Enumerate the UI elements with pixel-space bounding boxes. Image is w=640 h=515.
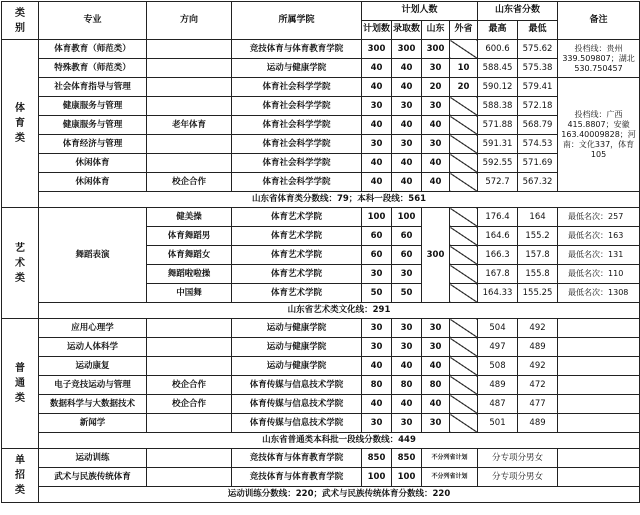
major-cell: 体育教育（师范类） <box>39 40 147 59</box>
admitted-cell: 50 <box>392 284 422 303</box>
empty-slash-cell <box>450 208 478 227</box>
min-score-cell: 477 <box>518 395 558 414</box>
admitted-cell: 60 <box>392 227 422 246</box>
shandong-cell: 20 <box>422 78 450 97</box>
direction-cell <box>147 414 232 433</box>
max-score-cell: 489 <box>478 376 518 395</box>
remark-cell <box>558 376 640 395</box>
table-row <box>2 154 640 173</box>
college-cell: 运动与健康学院 <box>232 319 362 338</box>
header-plan: 计划人数 <box>362 2 478 21</box>
plan-cell: 850 <box>362 449 392 468</box>
min-score-cell: 155.8 <box>518 265 558 284</box>
remark-cell: 最低名次：163 <box>558 227 640 246</box>
admitted-cell: 30 <box>392 338 422 357</box>
section-summary: 运动训练分数线：220；武术与民族传统体育分数线：220 <box>39 487 640 503</box>
admitted-cell: 60 <box>392 246 422 265</box>
remark-cell <box>558 319 640 338</box>
min-score-cell: 574.53 <box>518 135 558 154</box>
empty-slash-cell <box>450 319 478 338</box>
min-score-cell: 572.18 <box>518 97 558 116</box>
major-cell: 运动训练 <box>39 449 147 468</box>
score-note-cell: 分专项分男女 <box>478 468 558 487</box>
remark-cell <box>558 357 640 376</box>
direction-cell: 老年体育 <box>147 116 232 135</box>
min-score-cell: 489 <box>518 414 558 433</box>
min-score-cell: 575.38 <box>518 59 558 78</box>
category-art: 艺 术 类 <box>2 208 39 319</box>
major-cell: 应用心理学 <box>39 319 147 338</box>
admitted-cell: 40 <box>392 395 422 414</box>
remark-cell <box>558 414 640 433</box>
shandong-cell: 30 <box>422 135 450 154</box>
direction-cell <box>147 319 232 338</box>
major-cell: 社会体育指导与管理 <box>39 78 147 97</box>
admitted-cell: 30 <box>392 414 422 433</box>
major-cell: 武术与民族传统体育 <box>39 468 147 487</box>
shandong-cell: 30 <box>422 338 450 357</box>
header-shandong: 山东 <box>422 21 450 40</box>
admitted-cell: 80 <box>392 376 422 395</box>
empty-slash-cell <box>450 40 478 59</box>
college-cell: 竞技体育与体育教育学院 <box>232 468 362 487</box>
shandong-cell: 30 <box>422 319 450 338</box>
plan-cell: 40 <box>362 173 392 192</box>
admitted-cell: 40 <box>392 59 422 78</box>
plan-cell: 100 <box>362 208 392 227</box>
min-score-cell: 492 <box>518 319 558 338</box>
plan-cell: 40 <box>362 395 392 414</box>
empty-slash-cell <box>450 154 478 173</box>
category-single: 单 招 类 <box>2 449 39 503</box>
summary-row <box>2 487 640 503</box>
max-score-cell: 166.3 <box>478 246 518 265</box>
empty-slash-cell <box>450 338 478 357</box>
admission-plan-sheet <box>0 1 640 515</box>
header-outside: 外省 <box>450 21 478 40</box>
major-cell: 新闻学 <box>39 414 147 433</box>
plan-cell: 30 <box>362 319 392 338</box>
max-score-cell: 487 <box>478 395 518 414</box>
category-general: 普 通 类 <box>2 319 39 449</box>
plan-cell: 80 <box>362 376 392 395</box>
header-plan-count: 计划数 <box>362 21 392 40</box>
shandong-cell: 40 <box>422 154 450 173</box>
major-cell: 特殊教育（师范类） <box>39 59 147 78</box>
remark-cell: 最低名次：1308 <box>558 284 640 303</box>
max-score-cell: 588.38 <box>478 97 518 116</box>
header-category: 类 别 <box>2 2 39 40</box>
max-score-cell: 588.45 <box>478 59 518 78</box>
direction-cell: 校企合作 <box>147 395 232 414</box>
shandong-cell: 40 <box>422 395 450 414</box>
plan-cell: 60 <box>362 246 392 265</box>
direction-cell <box>147 59 232 78</box>
min-score-cell: 157.8 <box>518 246 558 265</box>
shandong-cell: 300 <box>422 208 450 303</box>
empty-slash-cell <box>450 116 478 135</box>
min-score-cell: 567.32 <box>518 173 558 192</box>
table-row <box>2 449 640 468</box>
direction-cell <box>147 40 232 59</box>
plan-cell: 50 <box>362 284 392 303</box>
plan-cell: 30 <box>362 414 392 433</box>
plan-cell: 300 <box>362 40 392 59</box>
direction-cell: 中国舞 <box>147 284 232 303</box>
plan-cell: 40 <box>362 154 392 173</box>
table-row <box>2 59 640 78</box>
empty-slash-cell <box>450 357 478 376</box>
province-note-cell: 不分列省计划 <box>422 449 478 468</box>
table-row <box>2 357 640 376</box>
max-score-cell: 504 <box>478 319 518 338</box>
direction-cell <box>147 135 232 154</box>
college-cell: 运动与健康学院 <box>232 357 362 376</box>
college-cell: 体育社会科学学院 <box>232 78 362 97</box>
section-summary: 山东省普通类本科批一段线分数线：449 <box>39 433 640 449</box>
remark-cell: 最低名次：110 <box>558 265 640 284</box>
province-note-cell: 不分列省计划 <box>422 468 478 487</box>
remark-cell: 投档线：贵州339.509807；湖北530.750457 <box>558 40 640 78</box>
college-cell: 体育社会科学学院 <box>232 116 362 135</box>
remark-cell <box>558 395 640 414</box>
max-score-cell: 501 <box>478 414 518 433</box>
table-row <box>2 208 640 227</box>
min-score-cell: 164 <box>518 208 558 227</box>
table-row <box>2 40 640 59</box>
shandong-cell: 30 <box>422 97 450 116</box>
table-row <box>2 468 640 487</box>
empty-slash-cell <box>450 376 478 395</box>
max-score-cell: 164.33 <box>478 284 518 303</box>
header-admitted: 录取数 <box>392 21 422 40</box>
direction-cell: 体育舞蹈男 <box>147 227 232 246</box>
plan-cell: 40 <box>362 78 392 97</box>
min-score-cell: 489 <box>518 338 558 357</box>
min-score-cell: 579.41 <box>518 78 558 97</box>
table-row <box>2 395 640 414</box>
direction-cell <box>147 468 232 487</box>
college-cell: 运动与健康学院 <box>232 59 362 78</box>
admitted-cell: 30 <box>392 319 422 338</box>
outside-cell: 20 <box>450 78 478 97</box>
college-cell: 体育艺术学院 <box>232 208 362 227</box>
empty-slash-cell <box>450 414 478 433</box>
direction-cell: 校企合作 <box>147 173 232 192</box>
major-cell: 休闲体育 <box>39 154 147 173</box>
table-row <box>2 414 640 433</box>
admitted-cell: 100 <box>392 208 422 227</box>
category-sports: 体 育 类 <box>2 40 39 208</box>
shandong-cell: 40 <box>422 116 450 135</box>
score-note-cell: 分专项分男女 <box>478 449 558 468</box>
admitted-cell: 30 <box>392 97 422 116</box>
header-min: 最低 <box>518 21 558 40</box>
empty-slash-cell <box>450 284 478 303</box>
table-row <box>2 116 640 135</box>
college-cell: 体育艺术学院 <box>232 227 362 246</box>
min-score-cell: 571.69 <box>518 154 558 173</box>
admitted-cell: 40 <box>392 357 422 376</box>
min-score-cell: 155.2 <box>518 227 558 246</box>
college-cell: 体育传媒与信息技术学院 <box>232 395 362 414</box>
header-major: 专业 <box>39 2 147 40</box>
college-cell: 体育艺术学院 <box>232 265 362 284</box>
major-cell: 体育经济与管理 <box>39 135 147 154</box>
remark-cell <box>558 468 640 487</box>
min-score-cell: 568.79 <box>518 116 558 135</box>
direction-cell <box>147 449 232 468</box>
admitted-cell: 40 <box>392 78 422 97</box>
admitted-cell: 40 <box>392 116 422 135</box>
min-score-cell: 492 <box>518 357 558 376</box>
college-cell: 体育社会科学学院 <box>232 135 362 154</box>
max-score-cell: 176.4 <box>478 208 518 227</box>
empty-slash-cell <box>450 97 478 116</box>
plan-cell: 60 <box>362 227 392 246</box>
empty-slash-cell <box>450 265 478 284</box>
direction-cell <box>147 97 232 116</box>
max-score-cell: 497 <box>478 338 518 357</box>
direction-cell: 体育舞蹈女 <box>147 246 232 265</box>
plan-cell: 100 <box>362 468 392 487</box>
table-row <box>2 376 640 395</box>
max-score-cell: 600.6 <box>478 40 518 59</box>
empty-slash-cell <box>450 246 478 265</box>
table-row <box>2 338 640 357</box>
direction-cell <box>147 357 232 376</box>
max-score-cell: 508 <box>478 357 518 376</box>
college-cell: 竞技体育与体育教育学院 <box>232 40 362 59</box>
major-cell: 健康服务与管理 <box>39 116 147 135</box>
remark-cell <box>558 449 640 468</box>
remark-cell: 投档线：广西415.8807；安徽163.40009828；河南：文化337，体育105 <box>558 78 640 192</box>
college-cell: 体育社会科学学院 <box>232 97 362 116</box>
admission-plan-table <box>1 1 640 503</box>
max-score-cell: 590.12 <box>478 78 518 97</box>
direction-cell <box>147 78 232 97</box>
plan-cell: 30 <box>362 97 392 116</box>
empty-slash-cell <box>450 173 478 192</box>
shandong-cell: 80 <box>422 376 450 395</box>
direction-cell: 校企合作 <box>147 376 232 395</box>
major-cell: 数据科学与大数据技术 <box>39 395 147 414</box>
max-score-cell: 164.6 <box>478 227 518 246</box>
major-cell: 舞蹈表演 <box>39 208 147 303</box>
direction-cell: 舞蹈啦啦操 <box>147 265 232 284</box>
header-remarks: 备注 <box>558 2 640 40</box>
empty-slash-cell <box>450 395 478 414</box>
shandong-cell: 40 <box>422 357 450 376</box>
table-row <box>2 78 640 97</box>
major-cell: 运动人体科学 <box>39 338 147 357</box>
plan-cell: 40 <box>362 116 392 135</box>
admitted-cell: 40 <box>392 154 422 173</box>
header-max: 最高 <box>478 21 518 40</box>
admitted-cell: 850 <box>392 449 422 468</box>
remark-cell: 最低名次：257 <box>558 208 640 227</box>
direction-cell: 健美操 <box>147 208 232 227</box>
plan-cell: 30 <box>362 265 392 284</box>
plan-cell: 30 <box>362 338 392 357</box>
table-row <box>2 173 640 192</box>
major-cell: 运动康复 <box>39 357 147 376</box>
college-cell: 体育艺术学院 <box>232 246 362 265</box>
table-row <box>2 135 640 154</box>
college-cell: 体育社会科学学院 <box>232 173 362 192</box>
college-cell: 体育传媒与信息技术学院 <box>232 414 362 433</box>
admitted-cell: 40 <box>392 173 422 192</box>
admitted-cell: 30 <box>392 265 422 284</box>
max-score-cell: 571.88 <box>478 116 518 135</box>
summary-row <box>2 303 640 319</box>
major-cell: 休闲体育 <box>39 173 147 192</box>
table-row <box>2 319 640 338</box>
direction-cell <box>147 154 232 173</box>
plan-cell: 30 <box>362 135 392 154</box>
max-score-cell: 572.7 <box>478 173 518 192</box>
min-score-cell: 575.62 <box>518 40 558 59</box>
major-cell: 电子竞技运动与管理 <box>39 376 147 395</box>
section-summary: 山东省体育类分数线：79；本科一段线：561 <box>39 192 640 208</box>
max-score-cell: 591.31 <box>478 135 518 154</box>
college-cell: 体育传媒与信息技术学院 <box>232 376 362 395</box>
college-cell: 体育艺术学院 <box>232 284 362 303</box>
admitted-cell: 300 <box>392 40 422 59</box>
header-college: 所属学院 <box>232 2 362 40</box>
direction-cell <box>147 338 232 357</box>
header-shandong-score: 山东省分数 <box>478 2 558 21</box>
summary-row <box>2 433 640 449</box>
outside-cell: 10 <box>450 59 478 78</box>
max-score-cell: 592.55 <box>478 154 518 173</box>
min-score-cell: 472 <box>518 376 558 395</box>
remark-cell <box>558 338 640 357</box>
table-row <box>2 97 640 116</box>
college-cell: 运动与健康学院 <box>232 338 362 357</box>
admitted-cell: 30 <box>392 135 422 154</box>
admitted-cell: 100 <box>392 468 422 487</box>
major-cell: 健康服务与管理 <box>39 97 147 116</box>
shandong-cell: 30 <box>422 59 450 78</box>
shandong-cell: 40 <box>422 173 450 192</box>
min-score-cell: 155.25 <box>518 284 558 303</box>
section-summary: 山东省艺术类文化线：291 <box>39 303 640 319</box>
header-direction: 方向 <box>147 2 232 40</box>
plan-cell: 40 <box>362 357 392 376</box>
empty-slash-cell <box>450 227 478 246</box>
shandong-cell: 30 <box>422 414 450 433</box>
plan-cell: 40 <box>362 59 392 78</box>
empty-slash-cell <box>450 135 478 154</box>
shandong-cell: 300 <box>422 40 450 59</box>
max-score-cell: 167.8 <box>478 265 518 284</box>
remark-cell: 最低名次：131 <box>558 246 640 265</box>
college-cell: 竞技体育与体育教育学院 <box>232 449 362 468</box>
college-cell: 体育社会科学学院 <box>232 154 362 173</box>
summary-row <box>2 192 640 208</box>
